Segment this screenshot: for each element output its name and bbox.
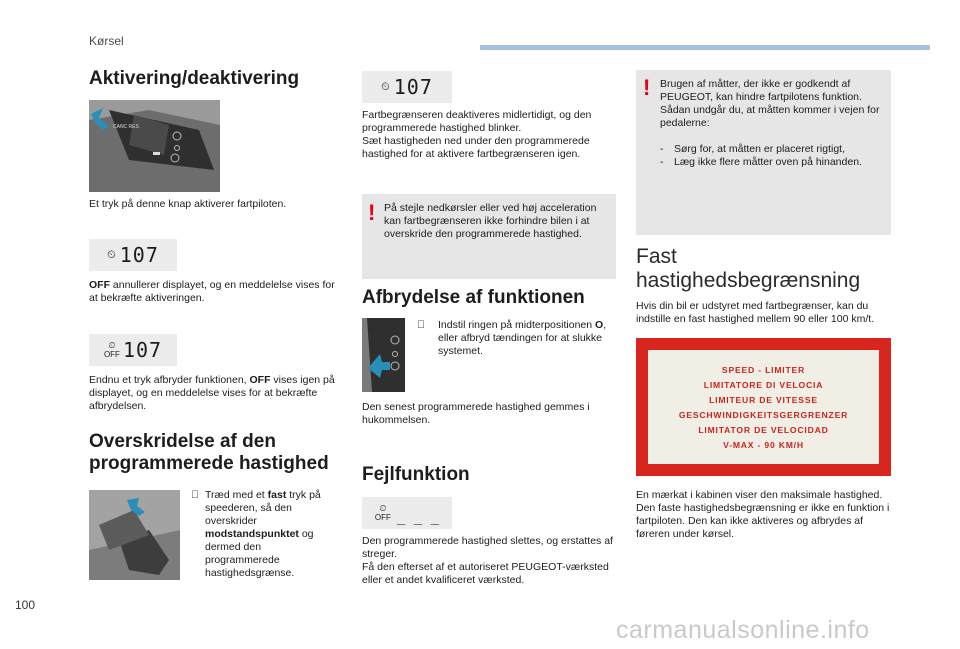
heading-stop: Afbrydelse af funktionen xyxy=(362,287,585,308)
warning-box-2 xyxy=(636,70,891,235)
heading-fault: Fejlfunktion xyxy=(362,464,470,485)
warning-icon: ! xyxy=(368,200,376,225)
para-again xyxy=(89,374,344,413)
speedometer-icon: ⏲ xyxy=(107,248,116,261)
sticker-line: LIMITEUR DE VITESSE xyxy=(709,394,818,405)
stop-bold: O xyxy=(595,319,604,331)
speedometer-icon: ⏲ OFF xyxy=(374,503,391,522)
heading-fixed-limit: Fast hastighedsbegrænsning xyxy=(636,245,861,292)
lcd-display-1 xyxy=(89,239,177,271)
sticker-line: SPEED - LIMITER xyxy=(721,364,806,375)
speedometer-icon: ⏲ xyxy=(381,80,390,93)
para-press: Et tryk på denne knap aktiverer fartpiloten. xyxy=(89,198,287,210)
para-sticker: En mærkat i kabinen viser den maksimale hastighed. Den faste hastighedsbegrænsning er ikke en funktion i fartpiloten. Den kan ikke aktiveres og afbrydes af føreren under kørsel. xyxy=(636,489,890,540)
warning-icon: ! xyxy=(643,75,651,100)
page-number: 100 xyxy=(15,598,36,612)
heading-activation: Aktivering/deaktivering xyxy=(89,68,300,89)
lcd-display-4 xyxy=(362,497,452,529)
warning-list xyxy=(660,143,882,169)
lcd-speed-1: 107 xyxy=(119,243,159,267)
para-memory: Den senest programmerede hastighed gemmes i hukommelsen. xyxy=(362,401,590,426)
para-again-b: vises igen på displayet, og en meddelelse vises for at bekræfte afbrydelsen. xyxy=(89,374,335,412)
para-overspeed xyxy=(205,489,325,580)
stalk-label: CANC RES xyxy=(113,124,139,130)
stop-b: , eller afbryd tændingen for at slukke systemet. xyxy=(438,319,607,357)
para-off xyxy=(89,279,339,305)
warning-text-2: Brugen af måtter, der ikke er godkendt af PEUGEOT, kan hindre fartpilotens funktion. Sådan undgår du, at måtten kommer i vejen for pedalerne: xyxy=(660,78,880,129)
speed-limiter-sticker xyxy=(636,338,891,476)
sticker-line: LIMITATORE DI VELOCIA xyxy=(703,379,824,390)
stalk-photo xyxy=(89,100,220,192)
sticker-line: LIMITATOR DE VELOCIDAD xyxy=(698,424,829,435)
watermark: carmanualsonline.info xyxy=(616,616,870,644)
lcd-display-3 xyxy=(362,71,452,103)
lcd-dashes: _ _ _ xyxy=(396,509,440,525)
lcd-speed-2: 107 xyxy=(122,338,163,362)
ov-a: Træd med et xyxy=(205,489,268,501)
para-off-rest: annullerer displayet, og en meddelelse vises for at bekræfte aktiveringen. xyxy=(89,279,335,304)
ov-b: tryk på speederen, så den overskrider xyxy=(205,489,321,527)
section-label: Kørsel xyxy=(89,34,124,48)
stop-a: Indstil ringen på midterpositionen xyxy=(438,319,596,331)
heading-overspeed: Overskridelse af den programmerede hastighed xyxy=(89,431,329,474)
bullet-icon xyxy=(417,319,431,332)
para-fixed: Hvis din bil er udstyret med fartbegrænser, kan du indstille en fast hastighed mellem 90 eller 100 km/t. xyxy=(636,300,875,325)
speedometer-icon: ⏲ OFF xyxy=(103,340,120,359)
ov-bold2: modstandspunktet xyxy=(205,528,299,540)
warning-box-1 xyxy=(362,194,616,279)
bullet-icon xyxy=(191,489,205,502)
sticker-line: V-MAX - 90 KM/H xyxy=(723,439,804,450)
lcd-display-2 xyxy=(89,334,177,366)
header-bar xyxy=(480,45,930,50)
warning-text-1: På stejle nedkørsler eller ved høj acceleration kan fartbegrænseren ikke forhindre bilen i at overskride den programmerede hastighed. xyxy=(384,202,597,240)
para-fault: Den programmerede hastighed slettes, og erstattes af streger. Få den efterset af et autoriseret PEUGEOT-værksted eller et andet kvalificeret værksted. xyxy=(362,535,613,586)
para-stop xyxy=(438,319,613,358)
pedal-photo xyxy=(89,490,180,580)
sticker-line: GESCHWINDIGKEITSGERGRENZER xyxy=(678,409,849,420)
stalk-photo-2 xyxy=(362,318,405,392)
para-again-bold: OFF xyxy=(249,374,271,386)
para-blink: Fartbegrænseren deaktiveres midlertidigt, og den programmerede hastighed blinker. Sæt hastigheden ned under den programmerede hastighed for at aktivere fartbegrænseren igen. xyxy=(362,109,592,160)
ov-c: og dermed den programmerede hastighedsgrænse. xyxy=(205,528,314,579)
para-again-a: Endnu et tryk afbryder funktionen, xyxy=(89,374,250,386)
para-off-bold: OFF xyxy=(89,279,110,291)
lcd4-off-label: OFF xyxy=(374,513,391,522)
ov-bold1: fast xyxy=(267,489,287,501)
lcd-speed-3: 107 xyxy=(393,75,433,99)
lcd2-off-label: OFF xyxy=(103,350,120,359)
sticker-inner xyxy=(648,350,879,464)
list-item: - Læg ikke flere måtter oven på hinanden. xyxy=(660,156,862,168)
list-item: - Sørg for, at måtten er placeret rigtigt, xyxy=(660,143,845,155)
